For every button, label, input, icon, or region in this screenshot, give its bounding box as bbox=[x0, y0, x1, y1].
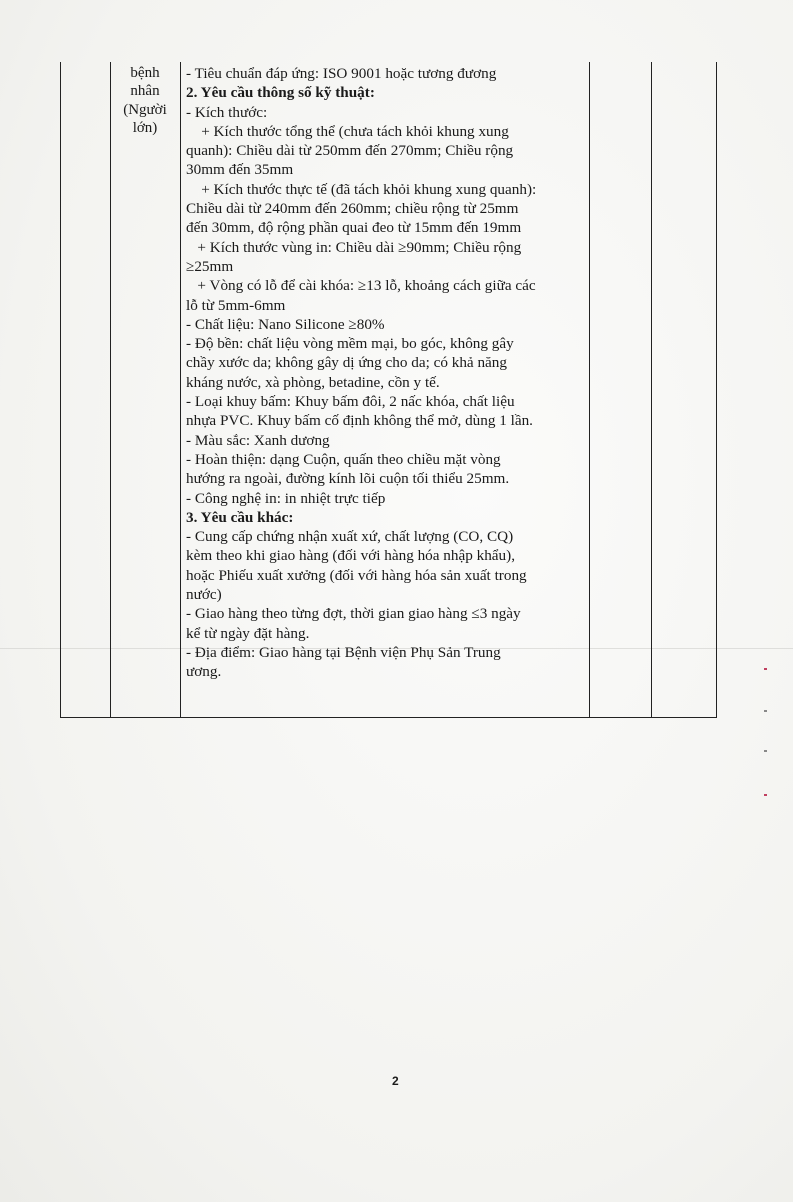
spec-line: + Kích thước vùng in: Chiều dài ≥90mm; Chiều rộng bbox=[186, 238, 522, 256]
table-border-bottom bbox=[60, 717, 716, 718]
spec-line: - Màu sắc: Xanh dương bbox=[186, 431, 330, 449]
spec-line: nhựa PVC. Khuy bấm cố định không thể mở, dùng 1 lần. bbox=[186, 412, 533, 430]
spec-line: - Giao hàng theo từng đợt, thời gian giao hàng ≤3 ngày bbox=[186, 605, 521, 623]
table-border-left bbox=[60, 62, 61, 718]
spec-line: nước) bbox=[186, 586, 222, 604]
spec-line: đến 30mm, độ rộng phần quai đeo từ 15mm đến 19mm bbox=[186, 219, 522, 237]
table-border-right bbox=[716, 62, 717, 718]
scan-mark bbox=[764, 668, 767, 670]
section-heading: 2. Yêu cầu thông số kỹ thuật: bbox=[186, 84, 375, 102]
spec-line: - Công nghệ in: in nhiệt trực tiếp bbox=[186, 489, 386, 507]
scan-mark bbox=[764, 794, 767, 796]
spec-line: lỗ từ 5mm-6mm bbox=[186, 296, 286, 314]
table-column-divider bbox=[589, 62, 590, 718]
item-name-cell bbox=[112, 64, 178, 137]
scan-mark bbox=[764, 710, 767, 712]
spec-line: ương. bbox=[186, 663, 222, 681]
spec-line: Chiều dài từ 240mm đến 260mm; chiều rộng từ 25mm bbox=[186, 200, 519, 218]
table-column-divider bbox=[651, 62, 652, 718]
spec-line: kể từ ngày đặt hàng. bbox=[186, 624, 310, 642]
scan-mark bbox=[764, 750, 767, 752]
spec-line: - Loại khuy bấm: Khuy bấm đôi, 2 nấc khóa, chất liệu bbox=[186, 393, 515, 411]
spec-line: - Độ bền: chất liệu vòng mềm mại, bo góc, không gây bbox=[186, 335, 514, 353]
table-column-divider bbox=[110, 62, 111, 718]
spec-line: - Hoàn thiện: dạng Cuộn, quấn theo chiều mặt vòng bbox=[186, 450, 501, 468]
spec-line: + Kích thước tổng thể (chưa tách khỏi khung xung bbox=[186, 122, 509, 140]
spec-line: - Kích thước: bbox=[186, 103, 268, 121]
spec-line: hướng ra ngoài, đường kính lõi cuộn tối thiểu 25mm. bbox=[186, 470, 510, 488]
spec-line: + Vòng có lỗ để cài khóa: ≥13 lỗ, khoảng cách giữa các bbox=[186, 277, 536, 295]
spec-line: kèm theo khi giao hàng (đối với hàng hóa nhập khẩu), bbox=[186, 547, 516, 565]
spec-line: chầy xước da; không gây dị ứng cho da; có khả năng bbox=[186, 354, 507, 372]
spec-line: - Tiêu chuẩn đáp ứng: ISO 9001 hoặc tương đương bbox=[186, 65, 497, 82]
spec-line: - Chất liệu: Nano Silicone ≥80% bbox=[186, 315, 385, 333]
item-name-line: bệnh bbox=[130, 65, 160, 81]
spec-line: quanh): Chiều dài từ 250mm đến 270mm; Chiều rộng bbox=[186, 142, 514, 160]
spec-line: - Cung cấp chứng nhận xuất xứ, chất lượng (CO, CQ) bbox=[186, 528, 514, 546]
table-column-divider bbox=[180, 62, 181, 718]
spec-line: kháng nước, xà phòng, betadine, cồn y tế. bbox=[186, 373, 440, 391]
spec-line: - Địa điểm: Giao hàng tại Bệnh viện Phụ Sản Trung bbox=[186, 643, 501, 661]
item-name-line: lớn) bbox=[132, 119, 158, 136]
page-number: 2 bbox=[392, 1074, 399, 1088]
spec-line: + Kích thước thực tế (đã tách khỏi khung xung quanh): bbox=[186, 180, 537, 198]
item-name-line: (Người bbox=[123, 101, 167, 118]
section-heading: 3. Yêu cầu khác: bbox=[186, 508, 294, 526]
specification-cell bbox=[186, 64, 584, 682]
spec-line: ≥25mm bbox=[186, 257, 234, 275]
spec-line: 30mm đến 35mm bbox=[186, 161, 294, 179]
spec-line: hoặc Phiếu xuất xưởng (đối với hàng hóa sản xuất trong bbox=[186, 566, 527, 584]
item-name-line: nhân bbox=[130, 83, 160, 100]
